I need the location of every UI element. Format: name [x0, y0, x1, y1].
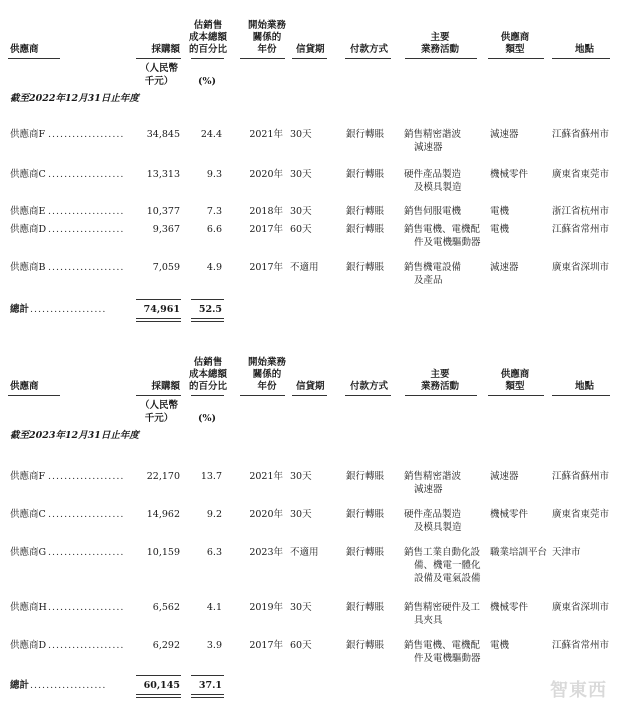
supplier-type: 機械零件 — [490, 509, 529, 520]
business-activity: 硬件產品製造 — [404, 169, 462, 180]
purchase-amount: 14,962 — [146, 509, 180, 520]
business-activity: 減速器 — [414, 142, 443, 153]
header-pct: 成本總額 — [188, 369, 227, 380]
total-double-rule — [191, 318, 224, 322]
business-activity: 具夾具 — [414, 615, 443, 626]
payment-method: 銀行轉賬 — [346, 169, 385, 180]
credit-period: 60天 — [290, 224, 312, 235]
total-pct: 37.1 — [198, 680, 222, 691]
leader-dots: ................... — [48, 262, 125, 273]
unit-rmb-line: 千元） — [144, 76, 174, 87]
payment-method: 銀行轉賬 — [346, 129, 385, 140]
business-activity: 銷售機電設備 — [404, 262, 462, 273]
header-supplier-type: 供應商 — [500, 369, 530, 380]
location: 江蘇省常州市 — [552, 640, 610, 651]
cost-percentage: 4.1 — [206, 602, 222, 613]
credit-period: 30天 — [290, 129, 312, 140]
payment-method: 銀行轉賬 — [346, 224, 385, 235]
credit-period: 不適用 — [290, 262, 319, 273]
header-underline — [345, 58, 391, 59]
location: 廣東省東莞市 — [552, 509, 610, 520]
header-start-year: 年份 — [257, 44, 277, 55]
total-double-rule — [191, 694, 224, 698]
payment-method: 銀行轉賬 — [346, 509, 385, 520]
business-activity: 硬件產品製造 — [404, 509, 462, 520]
supplier-type: 減速器 — [490, 471, 519, 482]
payment-method: 銀行轉賬 — [346, 640, 385, 651]
leader-dots: ................... — [48, 547, 125, 558]
purchase-amount: 22,170 — [146, 471, 180, 482]
start-year: 2021年 — [249, 471, 283, 482]
purchase-amount: 7,059 — [152, 262, 180, 273]
supplier-name: 供應商D — [10, 224, 47, 235]
header-supplier: 供應商 — [10, 44, 39, 55]
purchase-amount: 9,367 — [152, 224, 180, 235]
total-double-rule — [136, 694, 181, 698]
total-double-rule — [136, 318, 181, 322]
header-pct: 的百分比 — [188, 44, 227, 55]
header-location: 地點 — [575, 381, 595, 392]
header-supplier: 供應商 — [10, 381, 39, 392]
location: 廣東省深圳市 — [552, 262, 610, 273]
period-label: 截至2022年12月31日止年度 — [10, 93, 139, 104]
supplier-name: 供應商F — [10, 471, 46, 482]
supplier-name: 供應商D — [10, 640, 47, 651]
header-activity: 業務活動 — [420, 381, 459, 392]
business-activity: 件及電機驅動器 — [414, 237, 481, 248]
purchase-amount: 10,159 — [146, 547, 180, 558]
header-underline — [345, 395, 391, 396]
header-supplier-type: 類型 — [505, 44, 525, 55]
location: 天津市 — [552, 547, 581, 558]
leader-dots: ................... — [48, 206, 125, 217]
header-underline — [240, 395, 285, 396]
watermark-logo: 智東西 — [550, 680, 607, 701]
location: 廣東省東莞市 — [552, 169, 610, 180]
header-purchase: 採購額 — [151, 44, 180, 55]
header-activity: 主要 — [430, 369, 450, 380]
leader-dots: ................... — [48, 169, 125, 180]
start-year: 2020年 — [249, 169, 283, 180]
cost-percentage: 7.3 — [206, 206, 222, 217]
period-label: 截至2023年12月31日止年度 — [10, 430, 139, 441]
location: 浙江省杭州市 — [552, 206, 610, 217]
cost-percentage: 4.9 — [206, 262, 222, 273]
supplier-type: 電機 — [490, 224, 510, 235]
start-year: 2021年 — [249, 129, 283, 140]
header-underline — [8, 395, 60, 396]
business-activity: 銷售電機、電機配 — [404, 640, 481, 651]
header-pct: 估銷售 — [193, 357, 223, 368]
business-activity: 及產品 — [414, 275, 443, 286]
header-start-year: 年份 — [257, 381, 277, 392]
payment-method: 銀行轉賬 — [346, 602, 385, 613]
unit-rmb-line: （人民幣 — [139, 400, 178, 411]
header-start-year: 開始業務 — [247, 20, 286, 31]
business-activity: 銷售精密諧波 — [404, 471, 462, 482]
cost-percentage: 9.3 — [206, 169, 222, 180]
location: 廣東省深圳市 — [552, 602, 610, 613]
header-underline — [191, 58, 224, 59]
purchase-amount: 34,845 — [146, 129, 180, 140]
header-pct: 的百分比 — [188, 381, 227, 392]
cost-percentage: 6.6 — [206, 224, 222, 235]
header-activity: 主要 — [430, 32, 450, 43]
header-underline — [292, 395, 327, 396]
cost-percentage: 9.2 — [206, 509, 222, 520]
supplier-name: 供應商E — [10, 206, 46, 217]
header-start-year: 開始業務 — [247, 357, 286, 368]
supplier-name: 供應商B — [10, 262, 46, 273]
leader-dots: ................... — [30, 304, 107, 315]
start-year: 2017年 — [249, 224, 283, 235]
business-activity: 減速器 — [414, 484, 443, 495]
start-year: 2019年 — [249, 602, 283, 613]
credit-period: 30天 — [290, 509, 312, 520]
total-purchase: 74,961 — [143, 304, 180, 315]
header-purchase: 採購額 — [151, 381, 180, 392]
total-label: 總計 — [10, 680, 30, 691]
business-activity: 件及電機驅動器 — [414, 653, 481, 664]
total-label: 總計 — [10, 304, 30, 315]
header-location: 地點 — [575, 44, 595, 55]
start-year: 2017年 — [249, 640, 283, 651]
leader-dots: ................... — [48, 129, 125, 140]
unit-rmb-line: （人民幣 — [139, 63, 178, 74]
header-payment: 付款方式 — [350, 44, 389, 55]
cost-percentage: 13.7 — [200, 471, 222, 482]
cost-percentage: 24.4 — [200, 129, 222, 140]
header-start-year: 關係的 — [252, 32, 282, 43]
supplier-type: 職業培訓平台 — [490, 547, 548, 558]
header-underline — [292, 58, 327, 59]
header-underline — [552, 395, 610, 396]
business-activity: 銷售伺服電機 — [404, 206, 462, 217]
business-activity: 設備及電氣設備 — [414, 573, 481, 584]
purchase-amount: 6,292 — [152, 640, 180, 651]
leader-dots: ................... — [48, 509, 125, 520]
header-underline — [488, 395, 544, 396]
leader-dots: ................... — [48, 224, 125, 235]
header-underline — [552, 58, 610, 59]
start-year: 2020年 — [249, 509, 283, 520]
start-year: 2023年 — [249, 547, 283, 558]
header-pct: 估銷售 — [193, 20, 223, 31]
credit-period: 60天 — [290, 640, 312, 651]
supplier-type: 機械零件 — [490, 602, 529, 613]
total-purchase: 60,145 — [143, 680, 180, 691]
supplier-type: 電機 — [490, 206, 510, 217]
header-payment: 付款方式 — [350, 381, 389, 392]
payment-method: 銀行轉賬 — [346, 547, 385, 558]
header-underline — [191, 395, 224, 396]
supplier-name: 供應商C — [10, 169, 46, 180]
business-activity: 銷售精密硬件及工 — [404, 602, 481, 613]
header-credit: 信貸期 — [296, 44, 325, 55]
location: 江蘇省蘇州市 — [552, 129, 610, 140]
purchase-amount: 6,562 — [152, 602, 180, 613]
unit-rmb-line: 千元） — [144, 413, 174, 424]
business-activity: 銷售工業自動化設 — [404, 547, 481, 558]
header-supplier-type: 供應商 — [500, 32, 530, 43]
unit-pct: (%) — [197, 413, 217, 424]
leader-dots: ................... — [48, 602, 125, 613]
unit-pct: (%) — [197, 76, 217, 87]
business-activity: 備、機電一體化 — [414, 560, 481, 571]
supplier-name: 供應商C — [10, 509, 46, 520]
purchase-amount: 10,377 — [146, 206, 180, 217]
header-underline — [488, 58, 544, 59]
start-year: 2018年 — [249, 206, 283, 217]
total-top-rule — [136, 675, 181, 676]
location: 江蘇省蘇州市 — [552, 471, 610, 482]
total-top-rule — [191, 299, 224, 300]
header-underline — [405, 58, 477, 59]
payment-method: 銀行轉賬 — [346, 471, 385, 482]
location: 江蘇省常州市 — [552, 224, 610, 235]
credit-period: 30天 — [290, 602, 312, 613]
total-top-rule — [136, 299, 181, 300]
header-underline — [405, 395, 477, 396]
credit-period: 不適用 — [290, 547, 319, 558]
total-pct: 52.5 — [198, 304, 222, 315]
header-credit: 信貸期 — [296, 381, 325, 392]
payment-method: 銀行轉賬 — [346, 262, 385, 273]
header-activity: 業務活動 — [420, 44, 459, 55]
start-year: 2017年 — [249, 262, 283, 273]
supplier-type: 減速器 — [490, 129, 519, 140]
supplier-name: 供應商G — [10, 547, 47, 558]
supplier-type: 減速器 — [490, 262, 519, 273]
leader-dots: ................... — [48, 471, 125, 482]
supplier-name: 供應商H — [10, 602, 47, 613]
header-supplier-type: 類型 — [505, 381, 525, 392]
header-pct: 成本總額 — [188, 32, 227, 43]
total-top-rule — [191, 675, 224, 676]
payment-method: 銀行轉賬 — [346, 206, 385, 217]
credit-period: 30天 — [290, 471, 312, 482]
credit-period: 30天 — [290, 169, 312, 180]
header-underline — [8, 58, 60, 59]
leader-dots: ................... — [30, 680, 107, 691]
business-activity: 及模具製造 — [414, 522, 462, 533]
supplier-name: 供應商F — [10, 129, 46, 140]
leader-dots: ................... — [48, 640, 125, 651]
business-activity: 及模具製造 — [414, 182, 462, 193]
supplier-type: 機械零件 — [490, 169, 529, 180]
supplier-type: 電機 — [490, 640, 510, 651]
header-underline — [240, 58, 285, 59]
header-start-year: 關係的 — [252, 369, 282, 380]
cost-percentage: 6.3 — [206, 547, 222, 558]
purchase-amount: 13,313 — [146, 169, 180, 180]
cost-percentage: 3.9 — [206, 640, 222, 651]
credit-period: 30天 — [290, 206, 312, 217]
header-underline — [136, 58, 181, 59]
business-activity: 銷售精密諧波 — [404, 129, 462, 140]
business-activity: 銷售電機、電機配 — [404, 224, 481, 235]
header-underline — [136, 395, 181, 396]
